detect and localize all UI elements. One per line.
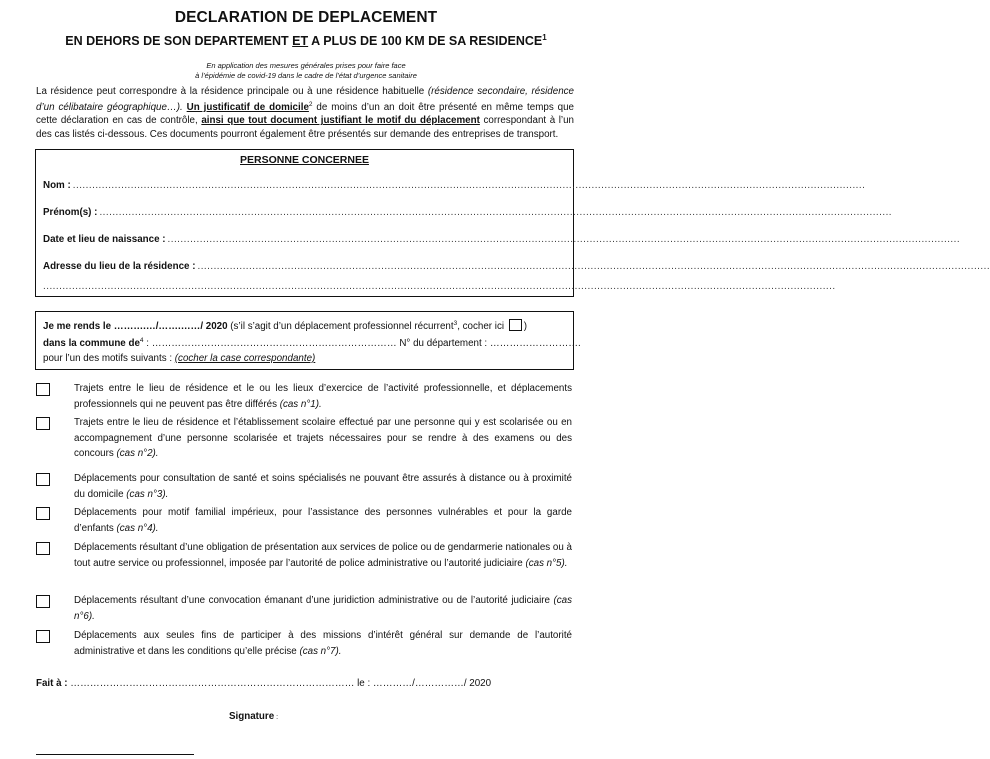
adresse-dots[interactable]: ...................................................................................................................................................................................................................................................... xyxy=(197,261,990,272)
nom-field[interactable] xyxy=(43,180,866,191)
trip-date-label[interactable]: Je me rends le ……….…/…….……/ 2020 xyxy=(43,321,228,332)
reason-7-text: Déplacements aux seules fins de participer à des missions d’intérêt général sur demande de l’autorité administrative et dans les conditions qu’elle précise xyxy=(74,630,572,657)
intro-text-3: de moins d’un an doit être présenté en même temps que cette déclaration en cas de contrôle, xyxy=(36,102,574,127)
reason-4-case: (cas n°4). xyxy=(116,522,159,534)
trip-commune-dots[interactable]: : ………………………………………………………………… N° du département : ………………………. xyxy=(143,338,581,349)
application-line-2: à l’épidémie de covid-19 dans le cadre de l’état d’urgence sanitaire xyxy=(195,71,417,80)
reason-7 xyxy=(74,628,572,659)
fait-a-dots[interactable]: …………………………………………………………………………… le : …………/……………/ 2020 xyxy=(70,678,492,689)
reason-4-checkbox[interactable] xyxy=(36,507,50,520)
reason-7-checkbox[interactable] xyxy=(36,630,50,643)
trip-commune-label: dans la commune de xyxy=(43,338,140,349)
naissance-field[interactable] xyxy=(43,234,961,245)
reason-2-checkbox[interactable] xyxy=(36,417,50,430)
reason-6 xyxy=(74,593,572,624)
adresse-label: Adresse du lieu de la résidence : xyxy=(43,261,196,272)
reason-3-case: (cas n°3). xyxy=(126,488,169,500)
person-section xyxy=(35,149,990,297)
adresse-dots-line-2[interactable]: ...................................................................................................................................................................................................................................................... xyxy=(43,281,836,292)
trip-motif-text: pour l’un des motifs suivants : xyxy=(43,353,175,364)
trip-motif-instruction: (cocher la case correspondante) xyxy=(174,353,316,364)
reason-3-text: Déplacements pour consultation de santé et soins spécialisés ne pouvant être assurés à distance ou à proximité du domicile xyxy=(74,473,572,500)
reason-1-case: (cas n°1). xyxy=(279,398,322,410)
naissance-dots[interactable]: ...................................................................................................................................................................................................................................................... xyxy=(167,234,961,245)
intro-bold-document: ainsi que tout document justifiant le motif du déplacement xyxy=(201,115,480,127)
trip-date-line xyxy=(43,319,567,332)
intro-text-1: La résidence peut correspondre à la résidence principale ou à une résidence habituelle xyxy=(36,86,428,97)
reason-7-case: (cas n°7). xyxy=(299,645,342,657)
reason-5-case: (cas n°5). xyxy=(525,557,568,569)
reason-1-checkbox[interactable] xyxy=(36,383,50,396)
footnote-separator xyxy=(36,754,194,755)
subtitle-part2: A PLUS DE 100 KM DE SA RESIDENCE xyxy=(308,34,543,48)
intro-text-4: correspondant à l’un des cas listés ci-dessous. Ces documents pourront également être présentés sur demande des entreprises de transport. xyxy=(36,115,574,140)
subtitle-footnote-ref: 1 xyxy=(542,33,547,42)
reason-5-text: Déplacements résultant d’une obligation de présentation aux services de police ou de gendarmerie nationales ou à tout autre service ou professionnel, imposée par l’autorité de police administrative ou l’autorité judiciaire xyxy=(74,542,572,569)
trip-section xyxy=(35,311,581,370)
reason-6-case: (cas n°6). xyxy=(74,595,572,622)
signature-label: Signature xyxy=(229,711,275,722)
adresse-field[interactable] xyxy=(43,261,990,272)
document-subtitle xyxy=(0,33,612,48)
recurrent-checkbox[interactable] xyxy=(509,319,522,331)
trip-cocher-text: , cocher ici xyxy=(457,321,507,332)
reason-4-text: Déplacements pour motif familial impérieux, pour l’assistance des personnes vulnérables et pour la garde d’enfants xyxy=(74,507,572,534)
trip-motif-line xyxy=(43,353,567,364)
nom-label: Nom : xyxy=(43,180,71,191)
reason-6-text: Déplacements résultant d’une convocation émanant d’une juridiction administrative ou de l’autorité judiciaire xyxy=(74,595,554,606)
trip-close-paren: ) xyxy=(523,321,528,332)
reason-1 xyxy=(74,381,572,412)
application-line-1: En application des mesures générales prises pour faire face xyxy=(206,61,406,70)
trip-commune-line[interactable] xyxy=(43,337,581,349)
prenom-field[interactable] xyxy=(43,207,893,218)
intro-italic-1: (résidence secondaire, résidence d’un célibataire géographique…). xyxy=(36,86,574,114)
reason-6-checkbox[interactable] xyxy=(36,595,50,608)
application-note xyxy=(0,61,612,81)
prenom-label: Prénom(s) : xyxy=(43,207,98,218)
signature-field[interactable] xyxy=(229,711,278,722)
trip-footnote-ref-3: 3 xyxy=(453,320,458,327)
fait-a-label: Fait à : xyxy=(36,678,71,689)
document-title: DECLARATION DE DEPLACEMENT xyxy=(174,9,438,26)
person-heading: PERSONNE CONCERNEE xyxy=(240,154,369,166)
reason-5-checkbox[interactable] xyxy=(36,542,50,555)
reason-2-case: (cas n°2). xyxy=(116,448,159,459)
trip-footnote-ref-4: 4 xyxy=(139,337,144,344)
reason-2-text: Trajets entre le lieu de résidence et l’établissement scolaire effectué par une personne qui y est scolarisée ou en accompagnement d’une personne scolarisée et trajets nécessaires pour se rendre à des examens ou des concours xyxy=(74,417,572,459)
intro-footnote-ref-2: 2 xyxy=(308,101,313,109)
trip-recurrent-text: (s’il s’agit d’un déplacement professionnel récurrent xyxy=(227,321,454,332)
prenom-dots[interactable]: ...................................................................................................................................................................................................................................................... xyxy=(99,207,893,218)
reason-3-checkbox[interactable] xyxy=(36,473,50,486)
nom-dots[interactable]: ...................................................................................................................................................................................................................................................... xyxy=(72,180,866,191)
reason-2 xyxy=(74,415,572,462)
naissance-label: Date et lieu de naissance : xyxy=(43,234,166,245)
fait-a-line[interactable] xyxy=(36,678,491,689)
intro-bold-justificatif: Un justificatif de domicile xyxy=(186,102,309,114)
reason-5 xyxy=(74,540,572,571)
intro-paragraph xyxy=(36,85,574,141)
signature-colon: : xyxy=(274,714,279,721)
reason-1-text: Trajets entre le lieu de résidence et le ou les lieux d’exercice de l’activité professionnelle, et déplacements professionnels qui ne peuvent pas être différés xyxy=(74,383,572,410)
reason-3 xyxy=(74,471,572,502)
subtitle-et: ET xyxy=(292,34,309,48)
subtitle-part1: EN DEHORS DE SON DEPARTEMENT xyxy=(65,34,293,48)
reason-4 xyxy=(74,505,572,536)
